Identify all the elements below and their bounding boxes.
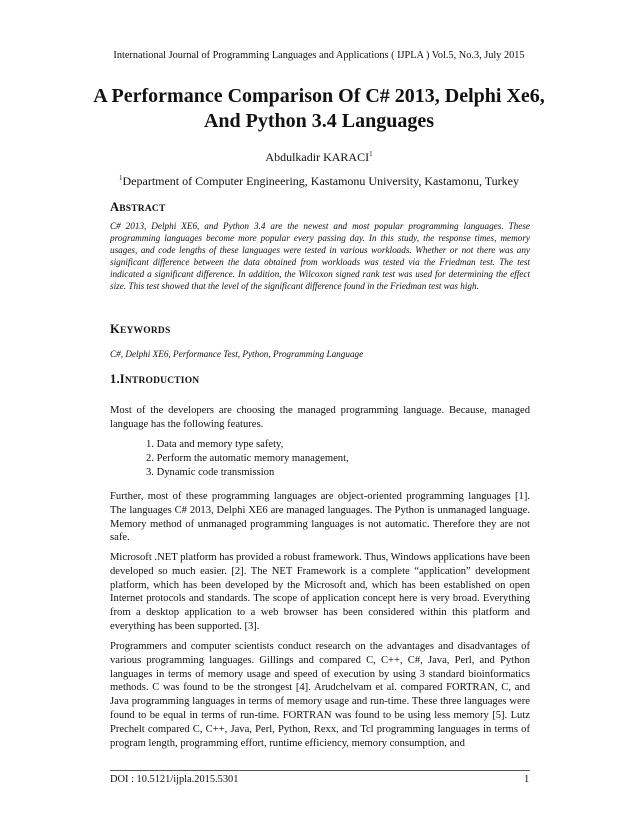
intro-paragraph-2: Further, most of these programming languages are object-oriented programming languages [1]. The languages C# 2013, Delphi XE6 are managed languages. The Python is unmanaged language. Memory method of unmanaged programming languages is not automatic. Therefore they are not safe. bbox=[110, 491, 530, 544]
abstract-heading-rest: BSTRACT bbox=[119, 204, 166, 214]
feature-list bbox=[146, 438, 349, 480]
author-superscript: 1 bbox=[369, 150, 373, 158]
intro-paragraph-3: Microsoft .NET platform has provided a robust framework. Thus, Windows applications have been developed so much easier. [2]. The NET Framework is a complete “application” development platform, which has been developed by the Microsoft and, which has been established on open Internet protocols and standards. The scope of application concept here is very broad. Everything from a desktop application to a web browser has been considered within this platform and everything has been supported. [3]. bbox=[110, 552, 530, 632]
introduction-heading bbox=[110, 372, 199, 387]
keywords-heading-rest: EYWORDS bbox=[119, 326, 171, 336]
introduction-heading-rest: NTRODUCTION bbox=[124, 376, 200, 386]
footer-doi: DOI : 10.5121/ijpla.2015.5301 bbox=[110, 774, 239, 785]
page-number: 1 bbox=[524, 774, 530, 785]
abstract-text: C# 2013, Delphi XE6, and Python 3.4 are the newest and most popular programming languages. These programming languages become more popular every passing day. In this study, the response times, memory usages, and code lengths of these languages were tested in various workloads. Whether or not there was any significant difference between the data obtained from workloads was tested via the Friedman test. The test indicated a significant difference. In addition, the Wilcoxon signed rank test was used for determining the effect size. This test showed that the level of the significant difference found in the Friedman test was high. bbox=[110, 221, 530, 292]
intro-paragraph-1: Most of the developers are choosing the managed programming language. Because, managed language has the following features. bbox=[110, 405, 530, 430]
keywords-heading bbox=[110, 322, 170, 337]
keywords-heading-initial: K bbox=[110, 322, 120, 336]
affiliation-superscript: 1 bbox=[119, 174, 123, 182]
journal-header: International Journal of Programming Languages and Applications ( IJPLA ) Vol.5, No.3, July 2015 bbox=[113, 50, 525, 61]
keywords-text: C#, Delphi XE6, Performance Test, Python, Programming Language bbox=[110, 349, 364, 359]
intro-paragraph-4: Programmers and computer scientists conduct research on the advantages and disadvantages of various programming languages. Gillings and compared C, C++, C#, Java, Perl, and Python languages in terms of memory usage and speed of execution by using 3 standard bioinformatics methods. C was found to be the strongest [4]. Arudchelvam et al. compared FORTRAN, C, and Java programming languages in terms of memory usage and run-time. These three languages were found to be equal in terms of run-time. FORTRAN was found to be using less memory [5]. Lutz Prechelt compared C, C++, Java, Perl, Python, Rexx, and Tcl programming languages in terms of program length, programming effort, runtime efficiency, memory consumption, and bbox=[110, 641, 530, 749]
introduction-heading-initial: 1.I bbox=[110, 372, 125, 386]
author-name: Abdulkadir KARACI bbox=[265, 150, 370, 164]
affiliation-text: Department of Computer Engineering, Kastamonu University, Kastamonu, Turkey bbox=[122, 174, 519, 188]
affiliation-line bbox=[0, 174, 638, 189]
footer-divider bbox=[110, 770, 530, 771]
list-item: 2. Perform the automatic memory management, bbox=[146, 452, 349, 464]
abstract-heading-initial: A bbox=[110, 200, 120, 214]
list-item: 3. Dynamic code transmission bbox=[146, 466, 275, 478]
list-item: 1. Data and memory type safety, bbox=[146, 439, 284, 450]
author-line bbox=[0, 150, 638, 165]
abstract-heading bbox=[110, 200, 166, 215]
paper-title: A Performance Comparison Of C# 2013, Delphi Xe6, And Python 3.4 Languages bbox=[93, 85, 545, 132]
